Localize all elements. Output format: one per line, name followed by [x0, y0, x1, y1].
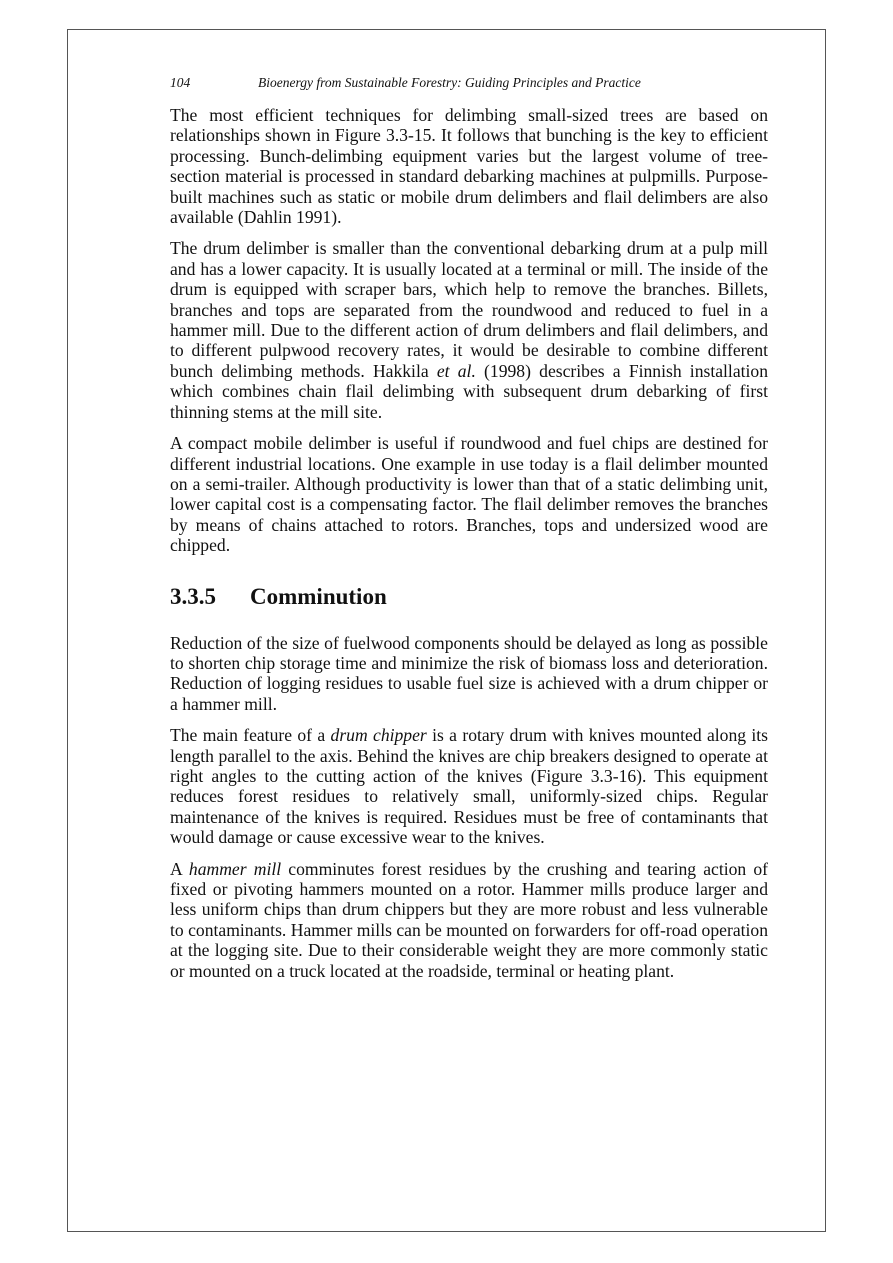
term-hammer-mill: hammer mill — [188, 858, 282, 879]
page-body — [170, 105, 768, 992]
running-title: Bioenergy from Sustainable Forestry: Guiding Principles and Practice — [258, 75, 641, 90]
paragraph-hammer-mill — [170, 859, 768, 981]
page-number: 104 — [170, 75, 191, 90]
paragraph-text: is a rotary drum with knives mounted along its length parallel to the axis. Behind the knives are chip breakers designed to operate at right angles to the cutting action of the knives (Figure 3.3-16). This equipment reduces forest residues to relatively small, uniformly-sized chips. Regular maintenance of the knives is required. Residues must be free of contaminants that would damage or cause excessive wear to the knives. — [170, 725, 768, 848]
citation-etal: et al. — [436, 360, 476, 381]
paragraph-drum-chipper — [170, 725, 768, 847]
section-heading — [170, 583, 768, 611]
paragraph-text: The drum delimber is smaller than the conventional debarking drum at a pulp mill and has a lower capacity. It is usually located at a terminal or mill. The inside of the drum is equipped with scraper bars, which help to remove the branches. Billets, branches and tops are separated from the roundwood and reduced to fuel in a hammer mill. Due to the different action of drum delimbers and flail delimbers, and to different pulpwood recovery rates, it would be desirable to combine different bunch delimbing methods. Hakkila — [170, 238, 768, 381]
paragraph-mobile-delimber: A compact mobile delimber is useful if roundwood and fuel chips are destined for different industrial locations. One example in use today is a flail delimber mounted on a semi-trailer. Although productivity is lower than that of a static delimbing unit, lower capital cost is a compensating factor. The flail delimber removes the branches by means of chains attached to rotors. Branches, tops and undersized wood are chipped. — [170, 433, 768, 556]
section-title: Comminution — [250, 583, 387, 609]
paragraph-text: comminutes forest residues by the crushing and tearing action of fixed or pivoting hammers mounted on a rotor. Hammer mills produce larger and less uniform chips than drum chippers but they are more robust and less vulnerable to contaminants. Hammer mills can be mounted on forwarders for off-road operation at the logging site. Due to their considerable weight they are more commonly static or mounted on a truck located at the roadside, terminal or heating plant. — [170, 858, 769, 981]
section-number: 3.3.5 — [170, 583, 216, 609]
paragraph-delimbing-techniques: The most efficient techniques for delimbing small-sized trees are based on relationships shown in Figure 3.3-15. It follows that bunching is the key to efficient processing. Bunch-delimbing equipment varies but the largest volume of tree-section material is processed in standard debarking machines at pulpmills. Purpose-built machines such as static or mobile drum delimbers and flail delimbers are also available (Dahlin 1991). — [170, 105, 768, 228]
term-drum-chipper: drum chipper — [330, 725, 427, 746]
running-header — [170, 74, 770, 92]
paragraph-text: A — [170, 858, 182, 879]
paragraph-text: (1998) describes a Finnish installation which combines chain flail delimbing with subsequent drum debarking of first thinning stems at the mill site. — [170, 360, 768, 422]
paragraph-text: The main feature of a — [170, 725, 326, 746]
paragraph-comminution-intro: Reduction of the size of fuelwood components should be delayed as long as possible to shorten chip storage time and minimize the risk of biomass loss and deterioration. Reduction of logging residues to usable fuel size is achieved with a drum chipper or a hammer mill. — [170, 632, 768, 714]
paragraph-drum-delimber — [170, 238, 768, 422]
